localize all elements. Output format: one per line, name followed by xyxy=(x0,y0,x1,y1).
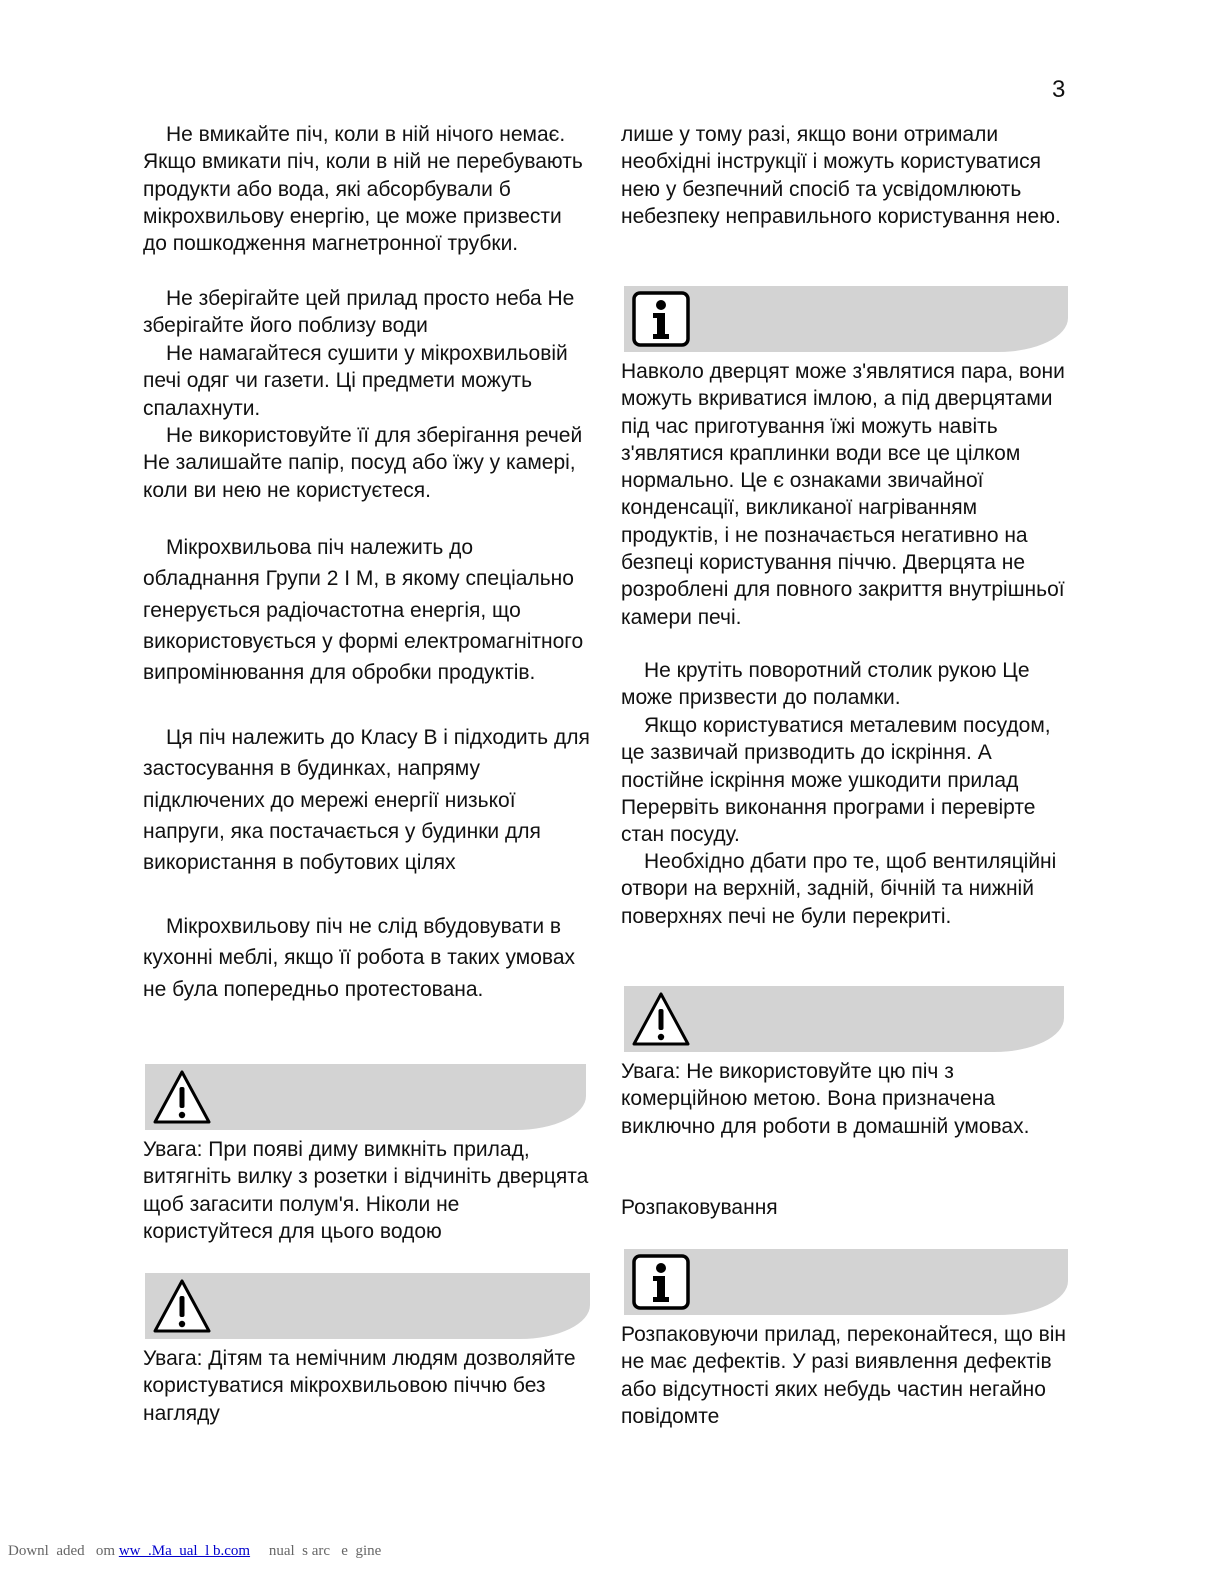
paragraph-drying-clothes: Не намагайтеся сушити у мікрохвильовій печі одяг чи газети. Ці предмети можуть спалахнути. xyxy=(143,342,568,420)
info-text-unpacking: Розпаковуючи прилад, переконайтеся, що він не має дефектів. У разі виявлення дефектів або відсутності яких небудь частин негайно повідомте xyxy=(621,1323,1067,1428)
paragraph-ventilation: Необхідно дбати про те, щоб вентиляційні отвори на верхній, задній, бічній та нижній поверхнях печі не були перекриті. xyxy=(621,850,1057,928)
paragraph-turntable: Не крутіть поворотний столик рукою Це може призвести до поламки. xyxy=(621,659,1030,710)
info-banner-unpacking xyxy=(624,1249,1068,1315)
warning-triangle-icon xyxy=(151,1277,213,1335)
paragraph-group-2: Мікрохвильова піч належить до обладнання Групи 2 І М, в якому спеціально генерується радіочастотна енергія, що використовується у формі електромагнітного випромінювання для обробки продуктів. xyxy=(143,536,584,685)
footer-link[interactable]: ww .Ma ual l b.com xyxy=(118,1543,251,1559)
info-icon xyxy=(630,1253,692,1311)
paragraph-instructions: лише у тому разі, якщо вони отримали необхідні інструкції і можуть користуватися нею у безпечний спосіб та усвідомлюють небезпеку неправильного користування нею. xyxy=(621,123,1061,228)
paragraph-storage-use: Не використовуйте її для зберігання речей Не залишайте папір, посуд або їжу у камері, коли ви нею не користуєтеся. xyxy=(143,424,583,502)
warning-triangle-icon xyxy=(151,1068,213,1126)
page-number: 3 xyxy=(1052,76,1066,103)
warning-banner-commercial xyxy=(624,986,1064,1052)
heading-unpacking: Розпаковування xyxy=(621,1196,778,1219)
warning-banner-children xyxy=(145,1273,590,1339)
info-icon xyxy=(630,290,692,348)
warning-text-smoke: Увага: При появі диму вимкніть прилад, витягніть вилку з розетки і відчиніть дверцята щоб загасити полум'я. Ніколи не користуйтеся для цього водою xyxy=(143,1138,589,1243)
warning-text-commercial: Увага: Не використовуйте цю піч з комерційною метою. Вона призначена виключно для роботи в домашній умовах. xyxy=(621,1060,1030,1138)
paragraph-empty-oven: Не вмикайте піч, коли в ній нічого немає. Якщо вмикати піч, коли в ній не перебувають продукти або вода, які абсорбували б мікрохвильову енергію, це може призвести до пошкодження магнетронної трубки. xyxy=(143,123,583,256)
paragraph-class-b: Ця піч належить до Класу В і підходить для застосування в будинках, напряму підключених до мережі енергії низької напруги, яка постачається у будинки для використання в побутових цілях xyxy=(143,726,590,875)
info-text-steam: Навколо дверцят може з'являтися пара, вони можуть вкриватися імлою, а під дверцятами під час приготування їжі можуть навіть з'являтися краплинки води все це цілком нормально. Це є ознаками звичайної конденсації, викликаної нагріванням продуктів, і не позначається негативно на безпеці користування піччю. Дверцята не розроблені для повного закриття внутрішньої камери печі. xyxy=(621,360,1065,629)
footer-prefix: Downl aded om xyxy=(8,1543,119,1559)
warning-triangle-icon xyxy=(630,990,692,1048)
footer-suffix: nual s arc e gine xyxy=(250,1543,382,1559)
paragraph-outdoor-storage: Не зберігайте цей прилад просто неба Не зберігайте його поблизу води xyxy=(143,287,575,338)
warning-text-children: Увага: Дітям та немічним людям дозволяйте користуватися мікрохвильовою піччю без нагляду xyxy=(143,1347,576,1425)
paragraph-built-in: Мікрохвильову піч не слід вбудовувати в кухонні меблі, якщо її робота в таких умовах не була попередньо протестована. xyxy=(143,915,576,1001)
footer-download-line xyxy=(8,1543,381,1560)
warning-banner-smoke xyxy=(145,1064,586,1130)
paragraph-metal-cookware: Якщо користуватися металевим посудом, це зазвичай призводить до іскріння. А постійне іскріння може ушкодити прилад Перервіть виконання програми і перевірте стан посуду. xyxy=(621,714,1051,847)
info-banner-steam xyxy=(624,286,1068,352)
